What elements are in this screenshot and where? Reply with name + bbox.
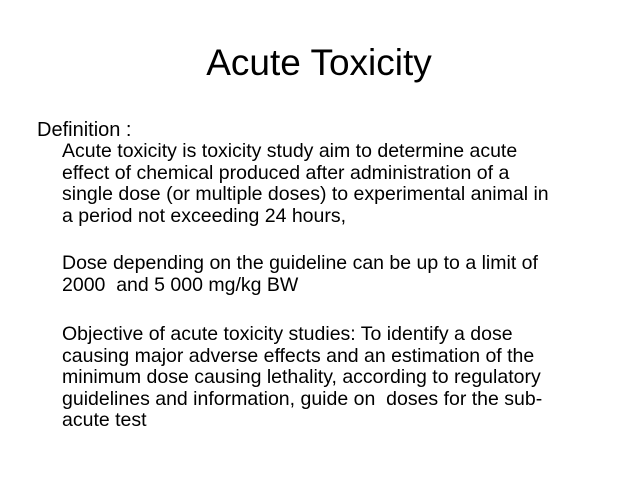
paragraph-line: a period not exceeding 24 hours, xyxy=(62,204,347,227)
definition-paragraph xyxy=(62,141,610,227)
paragraph-line: effect of chemical produced after administration of a xyxy=(62,161,510,184)
definition-label: Definition : xyxy=(37,119,132,141)
paragraph-line: single dose (or multiple doses) to experimental animal in xyxy=(62,183,549,205)
paragraph-line: Dose depending on the guideline can be up to a limit of xyxy=(62,252,538,274)
objective-paragraph xyxy=(62,324,610,432)
paragraph-line: acute test xyxy=(62,409,147,431)
paragraph-line: 2000 and 5 000 mg/kg BW xyxy=(62,273,299,296)
paragraph-line: causing major adverse effects and an estimation of the xyxy=(62,344,535,367)
paragraph-line: minimum dose causing lethality, according to regulatory xyxy=(62,366,541,388)
paragraph-line: guidelines and information, guide on doses for the sub- xyxy=(62,387,543,410)
dose-paragraph xyxy=(62,253,610,296)
slide-title: Acute Toxicity xyxy=(206,42,432,83)
paragraph-line: Objective of acute toxicity studies: To identify a dose xyxy=(62,323,513,345)
paragraph-line: Acute toxicity is toxicity study aim to determine acute xyxy=(62,140,518,162)
